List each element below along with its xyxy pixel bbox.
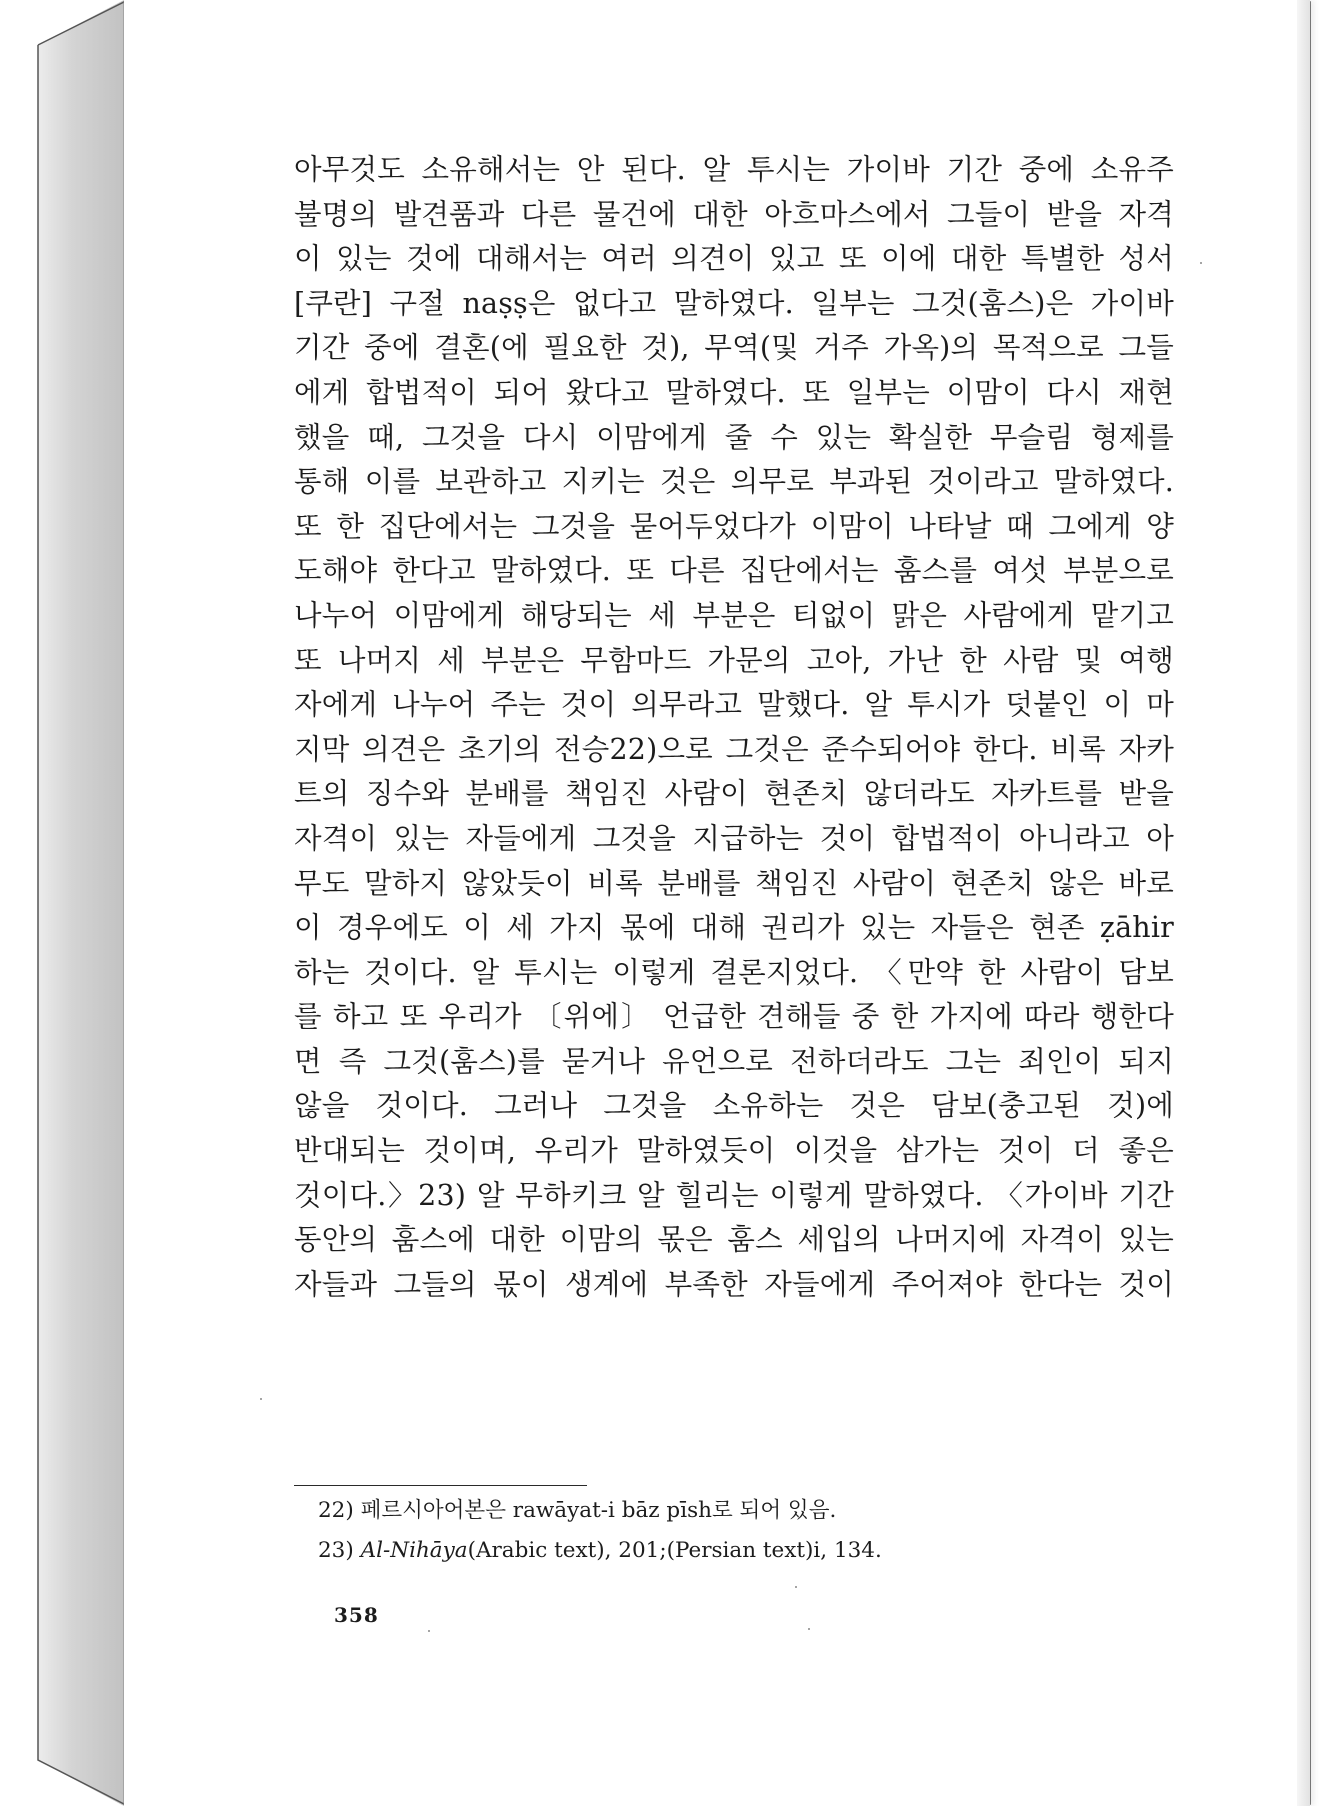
main-text <box>294 148 1174 1307</box>
text-line: 트의 징수와 분배를 책임진 사람이 현존치 않더라도 자카트를 받을 <box>294 777 1174 811</box>
text-line: 하는 것이다. 알 투시는 이렇게 결론지었다. 〈만약 한 사람이 담보 <box>294 955 1174 989</box>
scan-speck <box>795 1586 797 1588</box>
text-line: 도해야 한다고 말하였다. 또 다른 집단에서는 훔스를 여섯 부분으로 <box>294 554 1174 588</box>
page-edge <box>1297 0 1310 1806</box>
text-line: 자에게 나누어 주는 것이 의무라고 말했다. 알 투시가 덧붙인 이 마 <box>294 688 1174 722</box>
footnote-22: 22) 페르시아어본은 rawāyat-i bāz pīsh로 되어 있음. <box>318 1498 837 1523</box>
scan-speck <box>428 1630 430 1632</box>
scan-speck <box>260 1398 262 1400</box>
text-line: 또 한 집단에서는 그것을 묻어두었다가 이맘이 나타날 때 그에게 양 <box>294 509 1174 543</box>
text-line: 않을 것이다. 그러나 그것을 소유하는 것은 담보(충고된 것)에 <box>294 1089 1174 1123</box>
text-line: [쿠란] 구절 naṣṣ은 없다고 말하였다. 일부는 그것(훔스)은 가이바 <box>294 286 1174 320</box>
text-line: 나누어 이맘에게 해당되는 세 부분은 티없이 맑은 사람에게 맡기고 <box>294 598 1174 632</box>
text-line: 또 나머지 세 부분은 무함마드 가문의 고아, 가난 한 사람 및 여행 <box>294 643 1174 677</box>
text-line: 동안의 훔스에 대한 이맘의 몫은 훔스 세입의 나머지에 자격이 있는 <box>294 1223 1174 1257</box>
footnote-rule <box>294 1485 587 1486</box>
footnotes <box>318 1491 1138 1571</box>
text-line: 아무것도 소유해서는 안 된다. 알 투시는 가이바 기간 중에 소유주 <box>294 153 1174 186</box>
text-line: 기간 중에 결혼(에 필요한 것), 무역(및 거주 가옥)의 목적으로 그들 <box>294 331 1174 365</box>
text-line: 이 있는 것에 대해서는 여러 의견이 있고 또 이에 대한 특별한 성서 <box>294 242 1174 276</box>
scan-speck <box>808 1628 810 1630</box>
text-line: 통해 이를 보관하고 지키는 것은 의무로 부과된 것이라고 말하였다. <box>294 465 1174 499</box>
text-line: 이 경우에도 이 세 가지 몫에 대해 권리가 있는 자들은 현존 ẓāhir <box>294 911 1174 945</box>
footnote-23-title: Al-Nihāya <box>360 1538 468 1563</box>
page-number: 358 <box>334 1603 379 1627</box>
book-spine <box>38 0 124 1806</box>
text-line: 반대되는 것이며, 우리가 말하였듯이 이것을 삼가는 것이 더 좋은 <box>294 1134 1174 1168</box>
text-line: 자들과 그들의 몫이 생계에 부족한 자들에게 주어져야 한다는 것이 <box>294 1267 1174 1301</box>
text-line: 를 하고 또 우리가 〔위에〕 언급한 견해들 중 한 가지에 따라 행한다 <box>294 1000 1174 1034</box>
text-line: 것이다.〉23) 알 무하키크 알 힐리는 이렇게 말하였다. 〈가이바 기간 <box>294 1178 1174 1212</box>
text-line: 무도 말하지 않았듯이 비록 분배를 책임진 사람이 현존치 않은 바로 <box>294 866 1174 900</box>
text-line: 불명의 발견품과 다른 물건에 대한 아흐마스에서 그들이 받을 자격 <box>294 197 1174 231</box>
scan-speck <box>1200 262 1202 264</box>
text-line: 했을 때, 그것을 다시 이맘에게 줄 수 있는 확실한 무슬림 형제를 <box>294 420 1174 454</box>
text-line: 자격이 있는 자들에게 그것을 지급하는 것이 합법적이 아니라고 아 <box>294 821 1174 855</box>
footnote-23 <box>318 1531 1138 1571</box>
text-line: 에게 합법적이 되어 왔다고 말하였다. 또 일부는 이맘이 다시 재현 <box>294 375 1174 409</box>
text-line: 지막 의견은 초기의 전승22)으로 그것은 준수되어야 한다. 비록 자카 <box>294 732 1174 766</box>
footnote-23-rest: (Arabic text), 201;(Persian text)i, 134. <box>467 1538 882 1563</box>
text-line: 면 즉 그것(훔스)를 묻거나 유언으로 전하더라도 그는 죄인이 되지 <box>294 1044 1174 1078</box>
footnote-23-number: 23) <box>318 1538 354 1563</box>
